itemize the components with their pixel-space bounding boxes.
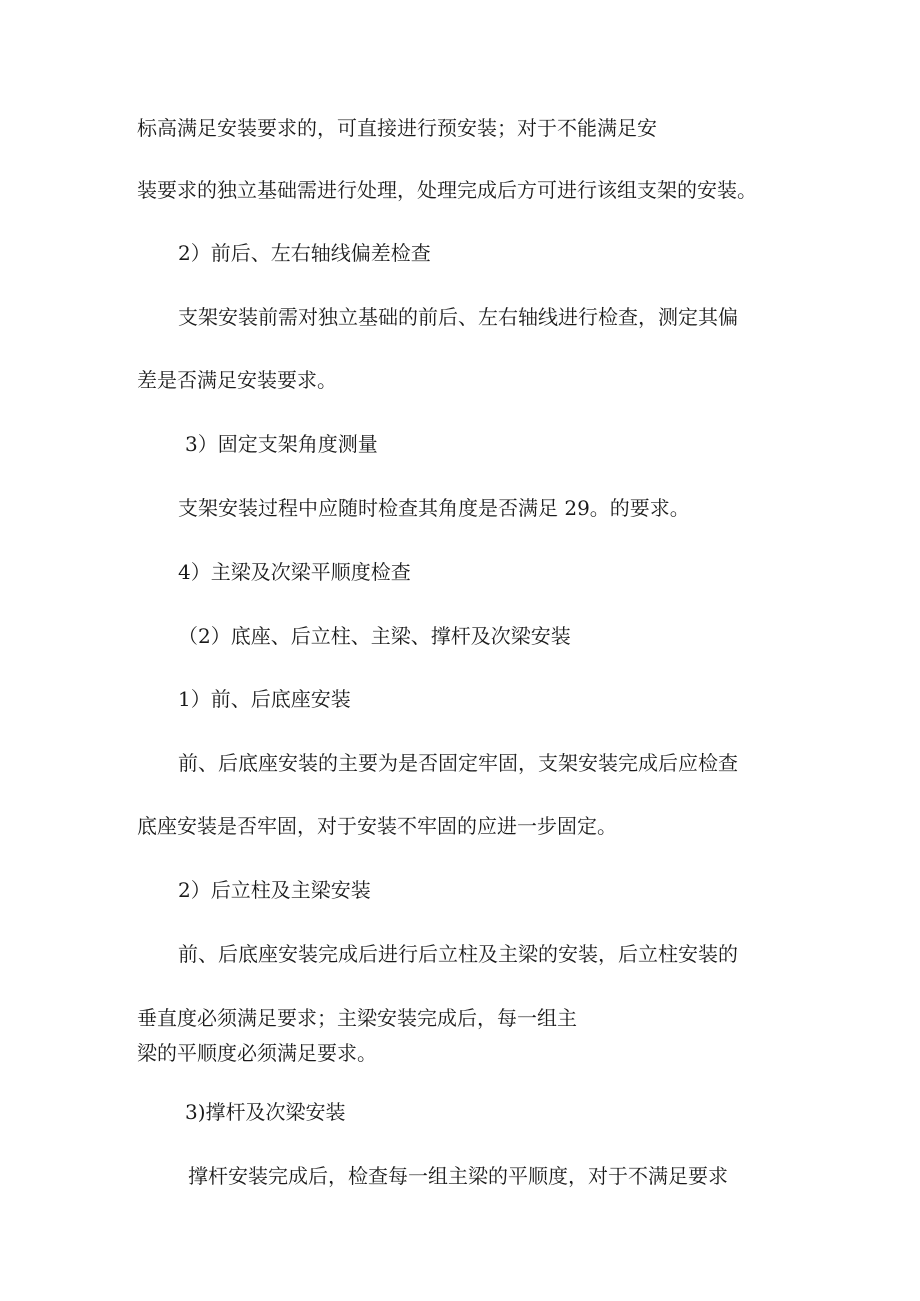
text-line: 垂直度必须满足要求；主梁安装完成后，每一组主: [137, 1006, 577, 1030]
section-heading: 3）固定支架角度测量: [185, 432, 378, 456]
section-heading: （2）底座、后立柱、主梁、撑杆及次梁安装: [178, 624, 571, 648]
text-line: 梁的平顺度必须满足要求。: [137, 1041, 377, 1065]
section-heading: 2）后立柱及主梁安装: [178, 878, 371, 902]
text-line: 前、后底座安装完成后进行后立柱及主梁的安装，后立柱安装的: [178, 942, 738, 966]
text-line: 前、后底座安装的主要为是否固定牢固，支架安装完成后应检查: [178, 751, 738, 775]
text-line: 支架安装前需对独立基础的前后、左右轴线进行检查，测定其偏: [178, 305, 738, 329]
text-line: 撑杆安装完成后，检查每一组主梁的平顺度，对于不满足要求: [188, 1164, 728, 1188]
text-line: 支架安装过程中应随时检查其角度是否满足 29。的要求。: [178, 496, 690, 520]
text-line: 底座安装是否牢固，对于安装不牢固的应进一步固定。: [137, 814, 617, 838]
text-line: 装要求的独立基础需进行处理，处理完成后方可进行该组支架的安装。: [137, 178, 757, 202]
section-heading: 1）前、后底座安装: [178, 687, 351, 711]
section-heading: 4）主梁及次梁平顺度检查: [178, 560, 411, 584]
section-heading: 2）前后、左右轴线偏差检查: [178, 241, 431, 265]
section-heading: 3)撑杆及次梁安装: [185, 1100, 346, 1124]
text-line: 差是否满足安装要求。: [137, 368, 337, 392]
text-line: 标高满足安装要求的，可直接进行预安装；对于不能满足安: [137, 116, 657, 140]
